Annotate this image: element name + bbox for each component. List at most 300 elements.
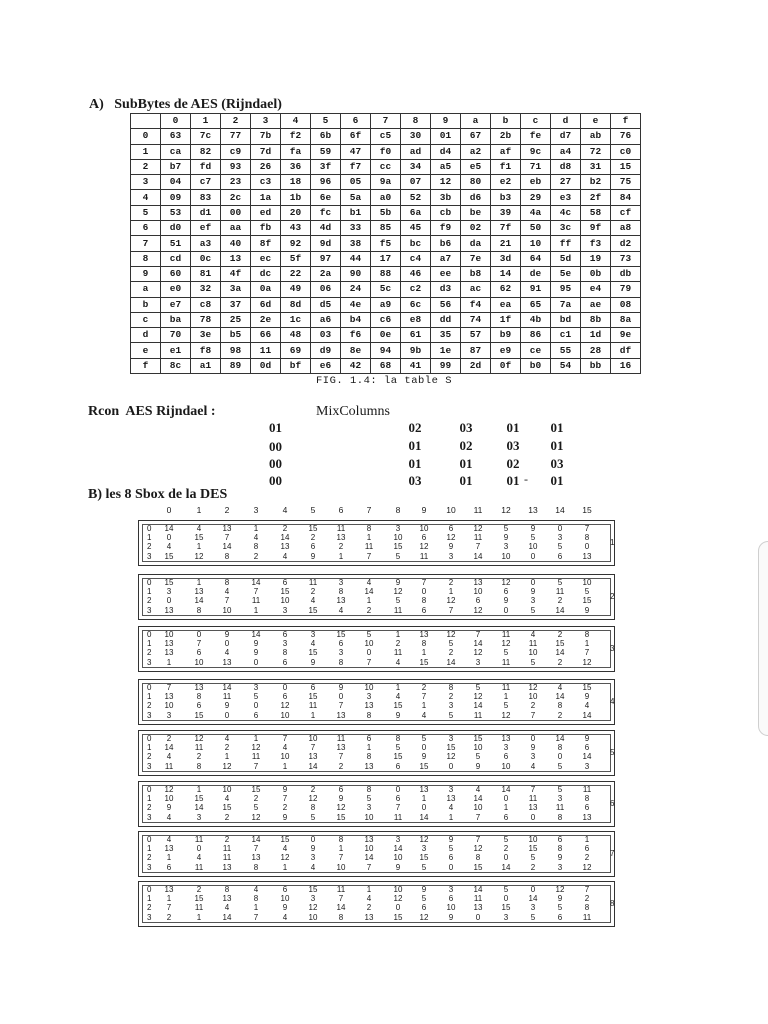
des-cell: 9 — [557, 894, 563, 904]
table-cell: 46 — [401, 266, 431, 281]
des-cell: 10 — [164, 630, 174, 639]
des-cell: 1 — [395, 683, 401, 692]
des-cell: 5 — [503, 835, 509, 844]
des-cell: 6 — [503, 587, 509, 597]
des-cell: 2 — [366, 903, 372, 913]
table-cell: 67 — [461, 129, 491, 144]
des-cell: 14 — [473, 701, 483, 711]
scroll-tab[interactable] — [758, 541, 768, 736]
table-cell: 2f — [581, 190, 611, 205]
des-cell: 10 — [364, 844, 374, 854]
des-cell: 12 — [194, 734, 204, 743]
table-cell: 1f — [491, 312, 521, 327]
des-cell: 5 — [310, 812, 316, 822]
table-cell: e5 — [461, 159, 491, 174]
des-sbox-number: 8 — [610, 899, 615, 908]
des-cell: 12 — [473, 605, 483, 615]
des-row-label: 2 — [147, 648, 152, 658]
table-cell: 62 — [491, 282, 521, 297]
table-cell: 0f — [491, 358, 521, 373]
table-cell: 8f — [251, 236, 281, 251]
stray-mark: - — [524, 472, 528, 486]
des-cell: 15 — [501, 903, 511, 913]
table-cell: 7b — [251, 129, 281, 144]
des-cell: 0 — [448, 862, 454, 872]
table-cell: 73 — [611, 251, 641, 266]
des-cell: 6 — [584, 844, 590, 854]
des-cell: 7 — [448, 605, 454, 615]
table-cell: 37 — [221, 297, 251, 312]
rcon-value: 00 — [269, 473, 282, 488]
des-cell: 9 — [530, 743, 536, 753]
des-cell: 11 — [364, 542, 374, 552]
des-cell: 13 — [164, 844, 174, 854]
des-cell: 6 — [253, 710, 259, 720]
table-row — [131, 312, 641, 327]
des-cell: 8 — [224, 885, 230, 894]
des-cell: 13 — [164, 885, 174, 894]
mixcolumns-value: 01 — [459, 456, 473, 471]
des-cell: 15 — [582, 596, 592, 606]
table-cell: 60 — [161, 266, 191, 281]
des-cell: 3 — [503, 912, 509, 922]
des-cell: 3 — [530, 596, 536, 606]
des-cell: 12 — [582, 657, 592, 667]
table-cell: 22 — [281, 266, 311, 281]
table-cell: 13 — [221, 251, 251, 266]
table-row — [131, 175, 641, 190]
des-cell: 13 — [364, 761, 374, 771]
des-cell: 2 — [557, 596, 563, 606]
des-cell: 1 — [253, 734, 259, 743]
des-column-header: 1 — [196, 505, 202, 515]
des-cell: 4 — [310, 596, 316, 606]
des-cell: 7 — [530, 785, 536, 794]
table-cell: 4d — [311, 221, 341, 236]
table-cell: b5 — [221, 328, 251, 343]
table-cell: 49 — [281, 282, 311, 297]
des-cell: 14 — [473, 794, 483, 804]
table-cell: 54 — [551, 358, 581, 373]
table-cell: 09 — [161, 190, 191, 205]
des-cell: 0 — [530, 578, 536, 587]
des-column-header: 5 — [310, 505, 316, 515]
des-column-header: 9 — [421, 505, 427, 515]
des-cell: 13 — [164, 605, 174, 615]
des-cell: 8 — [338, 835, 344, 844]
des-cell: 1 — [338, 551, 344, 561]
mixcolumns-value: 03 — [550, 456, 564, 471]
des-column-header: 2 — [224, 505, 230, 515]
rcon-value: 00 — [269, 439, 282, 454]
table-cell: d6 — [461, 190, 491, 205]
des-cell: 3 — [584, 761, 590, 771]
des-column-header: 4 — [282, 505, 288, 515]
des-row-label: 0 — [147, 835, 152, 844]
des-cell: 11 — [473, 710, 483, 720]
des-cell: 9 — [395, 862, 401, 872]
des-row-label: 1 — [147, 587, 152, 597]
row-header: a — [131, 282, 161, 297]
des-cell: 15 — [194, 894, 204, 904]
table-cell: 4e — [341, 297, 371, 312]
table-cell: b9 — [491, 328, 521, 343]
des-cell: 12 — [473, 648, 483, 658]
des-cell: 12 — [308, 794, 318, 804]
des-cell: 13 — [194, 587, 204, 597]
des-cell: 15 — [393, 752, 403, 762]
table-cell: 5f — [281, 251, 311, 266]
table-cell: 0b — [581, 266, 611, 281]
des-cell: 14 — [222, 912, 232, 922]
table-cell: 5b — [371, 205, 401, 220]
des-cell: 4 — [224, 794, 230, 804]
table-row — [131, 144, 641, 159]
des-cell: 4 — [282, 844, 288, 854]
des-cell: 12 — [446, 752, 456, 762]
table-cell: 6e — [311, 190, 341, 205]
des-cell: 0 — [224, 710, 230, 720]
table-cell: a7 — [431, 251, 461, 266]
des-cell: 4 — [584, 701, 590, 711]
des-cell: 2 — [310, 533, 316, 543]
table-cell: f7 — [341, 159, 371, 174]
des-cell: 5 — [584, 587, 590, 597]
des-cell: 11 — [501, 630, 511, 639]
des-cell: 8 — [584, 794, 590, 804]
des-cell: 12 — [528, 683, 538, 692]
des-cell: 15 — [280, 835, 290, 844]
des-cell: 10 — [222, 605, 232, 615]
des-cell: 11 — [393, 605, 403, 615]
des-cell: 6 — [475, 596, 481, 606]
des-cell: 9 — [395, 578, 401, 587]
des-cell: 14 — [308, 761, 318, 771]
des-cell: 4 — [557, 683, 563, 692]
table-cell: a0 — [371, 190, 401, 205]
des-cell: 9 — [530, 587, 536, 597]
table-cell: b0 — [521, 358, 551, 373]
table-cell: 5a — [341, 190, 371, 205]
des-cell: 7 — [166, 903, 172, 913]
table-cell: c6 — [371, 312, 401, 327]
des-cell: 9 — [421, 752, 427, 762]
des-cell: 2 — [224, 812, 230, 822]
des-cell: 10 — [164, 794, 174, 804]
des-cell: 14 — [555, 734, 565, 743]
des-cell: 9 — [253, 639, 259, 649]
des-cell: 5 — [557, 761, 563, 771]
des-cell: 9 — [421, 885, 427, 894]
des-cell: 5 — [503, 648, 509, 658]
des-cell: 10 — [280, 710, 290, 720]
des-cell: 13 — [364, 835, 374, 844]
des-cell: 15 — [419, 853, 429, 863]
des-cell: 10 — [473, 803, 483, 813]
des-cell: 11 — [582, 785, 592, 794]
des-cell: 12 — [582, 862, 592, 872]
table-cell: 23 — [221, 175, 251, 190]
mixcolumns-value: 01 — [550, 438, 564, 453]
des-cell: 3 — [253, 683, 259, 692]
table-cell: 18 — [281, 175, 311, 190]
des-cell: 4 — [338, 605, 344, 615]
des-cell: 15 — [528, 844, 538, 854]
des-cell: 15 — [555, 639, 565, 649]
table-cell: fc — [311, 205, 341, 220]
table-cell: c2 — [401, 282, 431, 297]
des-cell: 1 — [366, 743, 372, 753]
table-cell: d7 — [551, 129, 581, 144]
des-cell: 2 — [166, 734, 172, 743]
des-cell: 1 — [196, 578, 202, 587]
des-cell: 6 — [421, 533, 427, 543]
des-cell: 11 — [555, 587, 565, 597]
des-cell: 4 — [166, 542, 172, 552]
table-cell: 65 — [521, 297, 551, 312]
table-cell: 72 — [581, 144, 611, 159]
des-cell: 1 — [253, 524, 259, 533]
des-cell: 7 — [338, 853, 344, 863]
table-cell: 0a — [251, 282, 281, 297]
table-cell: f2 — [281, 129, 311, 144]
des-cell: 11 — [251, 596, 261, 606]
des-cell: 14 — [446, 657, 456, 667]
table-cell: 71 — [521, 159, 551, 174]
table-cell: d3 — [431, 282, 461, 297]
des-cell: 14 — [555, 648, 565, 658]
table-cell: 06 — [311, 282, 341, 297]
des-cell: 10 — [501, 551, 511, 561]
des-cell: 0 — [253, 701, 259, 711]
rcon-value: 01 — [269, 420, 282, 435]
des-cell: 4 — [448, 803, 454, 813]
des-row-label: 0 — [147, 885, 152, 894]
des-sbox-number: 4 — [610, 697, 615, 706]
des-cell: 15 — [308, 692, 318, 702]
table-cell: 19 — [581, 251, 611, 266]
des-cell: 5 — [448, 639, 454, 649]
table-cell: 86 — [521, 328, 551, 343]
des-column-header: 12 — [501, 505, 511, 515]
des-cell: 12 — [336, 803, 346, 813]
table-cell: c3 — [251, 175, 281, 190]
des-cell: 8 — [253, 542, 259, 552]
des-cell: 9 — [224, 630, 230, 639]
des-heading: B) les 8 Sbox de la DES — [88, 487, 228, 502]
des-cell: 11 — [528, 639, 538, 649]
table-cell: ea — [491, 297, 521, 312]
des-cell: 13 — [419, 630, 429, 639]
des-cell: 1 — [224, 752, 230, 762]
table-cell: fd — [191, 159, 221, 174]
des-cell: 6 — [310, 683, 316, 692]
table-cell: 32 — [191, 282, 221, 297]
des-row-label: 2 — [147, 701, 152, 711]
des-cell: 8 — [557, 743, 563, 753]
des-cell: 14 — [364, 853, 374, 863]
column-header: 7 — [371, 114, 401, 129]
des-cell: 14 — [364, 587, 374, 597]
des-cell: 10 — [164, 701, 174, 711]
table-cell: ac — [461, 282, 491, 297]
row-header: 0 — [131, 129, 161, 144]
des-cell: 3 — [530, 903, 536, 913]
des-cell: 8 — [338, 587, 344, 597]
column-header: d — [551, 114, 581, 129]
table-cell: be — [461, 205, 491, 220]
column-header: 0 — [161, 114, 191, 129]
des-cell: 11 — [222, 692, 232, 702]
des-cell: 5 — [448, 710, 454, 720]
mixcolumns-value: 01 — [506, 473, 520, 488]
des-cell: 5 — [395, 743, 401, 753]
table-cell: 69 — [281, 343, 311, 358]
des-cell: 14 — [528, 894, 538, 904]
row-header: d — [131, 328, 161, 343]
des-cell: 6 — [282, 578, 288, 587]
des-cell: 2 — [282, 524, 288, 533]
des-cell: 14 — [473, 639, 483, 649]
des-cell: 11 — [393, 648, 403, 658]
des-cell: 4 — [366, 578, 372, 587]
mixcolumns-value: 02 — [506, 456, 520, 471]
table-cell: 41 — [401, 358, 431, 373]
des-cell: 12 — [280, 853, 290, 863]
des-cell: 8 — [366, 710, 372, 720]
des-cell: 14 — [555, 692, 565, 702]
des-cell: 12 — [251, 812, 261, 822]
des-cell: 5 — [421, 862, 427, 872]
figure-caption: FIG. 1.4: la table S — [315, 375, 453, 387]
des-cell: 15 — [164, 578, 174, 587]
des-cell: 5 — [366, 630, 372, 639]
des-cell: 10 — [393, 853, 403, 863]
table-cell: 45 — [401, 221, 431, 236]
table-cell: ce — [521, 343, 551, 358]
des-cell: 0 — [530, 551, 536, 561]
des-row-label: 2 — [147, 903, 152, 913]
table-cell: 50 — [521, 221, 551, 236]
des-sbox-number: 6 — [610, 799, 615, 808]
des-cell: 0 — [338, 692, 344, 702]
des-cell: 14 — [251, 578, 261, 587]
des-cell: 2 — [395, 639, 401, 649]
des-column-header: 8 — [395, 505, 401, 515]
table-cell: 66 — [251, 328, 281, 343]
des-cell: 13 — [280, 542, 290, 552]
des-cell: 9 — [530, 524, 536, 533]
des-cell: 6 — [448, 894, 454, 904]
des-cell: 3 — [503, 743, 509, 753]
des-cell: 2 — [557, 657, 563, 667]
table-cell: 1c — [281, 312, 311, 327]
table-cell: 3a — [221, 282, 251, 297]
table-cell: d4 — [431, 144, 461, 159]
table-cell: 36 — [281, 159, 311, 174]
des-cell: 8 — [448, 683, 454, 692]
table-cell: ff — [551, 236, 581, 251]
des-cell: 0 — [503, 794, 509, 804]
des-cell: 3 — [166, 587, 172, 597]
des-cell: 8 — [253, 862, 259, 872]
table-cell: cf — [611, 205, 641, 220]
column-header: b — [491, 114, 521, 129]
des-row-label: 3 — [147, 551, 152, 561]
table-cell: 75 — [611, 175, 641, 190]
table-cell: cb — [431, 205, 461, 220]
des-row-label: 2 — [147, 752, 152, 762]
des-cell: 15 — [164, 551, 174, 561]
table-cell: 98 — [221, 343, 251, 358]
table-cell: 2d — [461, 358, 491, 373]
des-cell: 2 — [448, 578, 454, 587]
des-cell: 1 — [282, 862, 288, 872]
table-cell: c8 — [191, 297, 221, 312]
des-sbox-number: 1 — [610, 538, 615, 547]
des-cell: 0 — [196, 844, 202, 854]
des-cell: 3 — [503, 542, 509, 552]
table-cell: e7 — [161, 297, 191, 312]
des-sbox-number: 3 — [610, 644, 615, 653]
column-header: 4 — [281, 114, 311, 129]
column-header: 2 — [221, 114, 251, 129]
table-cell: af — [491, 144, 521, 159]
des-row-label: 3 — [147, 761, 152, 771]
des-cell: 3 — [166, 710, 172, 720]
des-cell: 4 — [366, 894, 372, 904]
des-cell: 9 — [253, 648, 259, 658]
des-cell: 3 — [448, 785, 454, 794]
des-cell: 1 — [366, 885, 372, 894]
table-cell: e1 — [161, 343, 191, 358]
table-cell: dd — [431, 312, 461, 327]
des-cell: 9 — [503, 596, 509, 606]
row-header: 8 — [131, 251, 161, 266]
des-cell: 11 — [473, 533, 483, 543]
des-row-label: 2 — [147, 803, 152, 813]
des-cell: 12 — [308, 903, 318, 913]
table-cell: 9b — [401, 343, 431, 358]
des-cell: 1 — [584, 835, 590, 844]
des-cell: 3 — [395, 524, 401, 533]
des-column-header: 15 — [582, 505, 592, 515]
table-row — [131, 236, 641, 251]
table-cell: 03 — [311, 328, 341, 343]
table-cell: 43 — [281, 221, 311, 236]
table-cell: c0 — [611, 144, 641, 159]
des-cell: 14 — [280, 533, 290, 543]
des-cell: 15 — [194, 533, 204, 543]
table-cell: f3 — [581, 236, 611, 251]
table-cell: bd — [551, 312, 581, 327]
des-cell: 7 — [366, 862, 372, 872]
des-cell: 3 — [448, 551, 454, 561]
column-header: 1 — [191, 114, 221, 129]
des-cell: 1 — [421, 648, 427, 658]
des-cell: 3 — [395, 835, 401, 844]
column-header: 9 — [431, 114, 461, 129]
des-cell: 13 — [194, 683, 204, 692]
des-row-label: 0 — [147, 524, 152, 533]
des-cell: 5 — [448, 844, 454, 854]
table-cell: 79 — [611, 282, 641, 297]
table-cell: e4 — [581, 282, 611, 297]
table-cell: 59 — [311, 144, 341, 159]
des-cell: 6 — [282, 657, 288, 667]
des-cell: 2 — [584, 894, 590, 904]
des-cell: 10 — [528, 542, 538, 552]
